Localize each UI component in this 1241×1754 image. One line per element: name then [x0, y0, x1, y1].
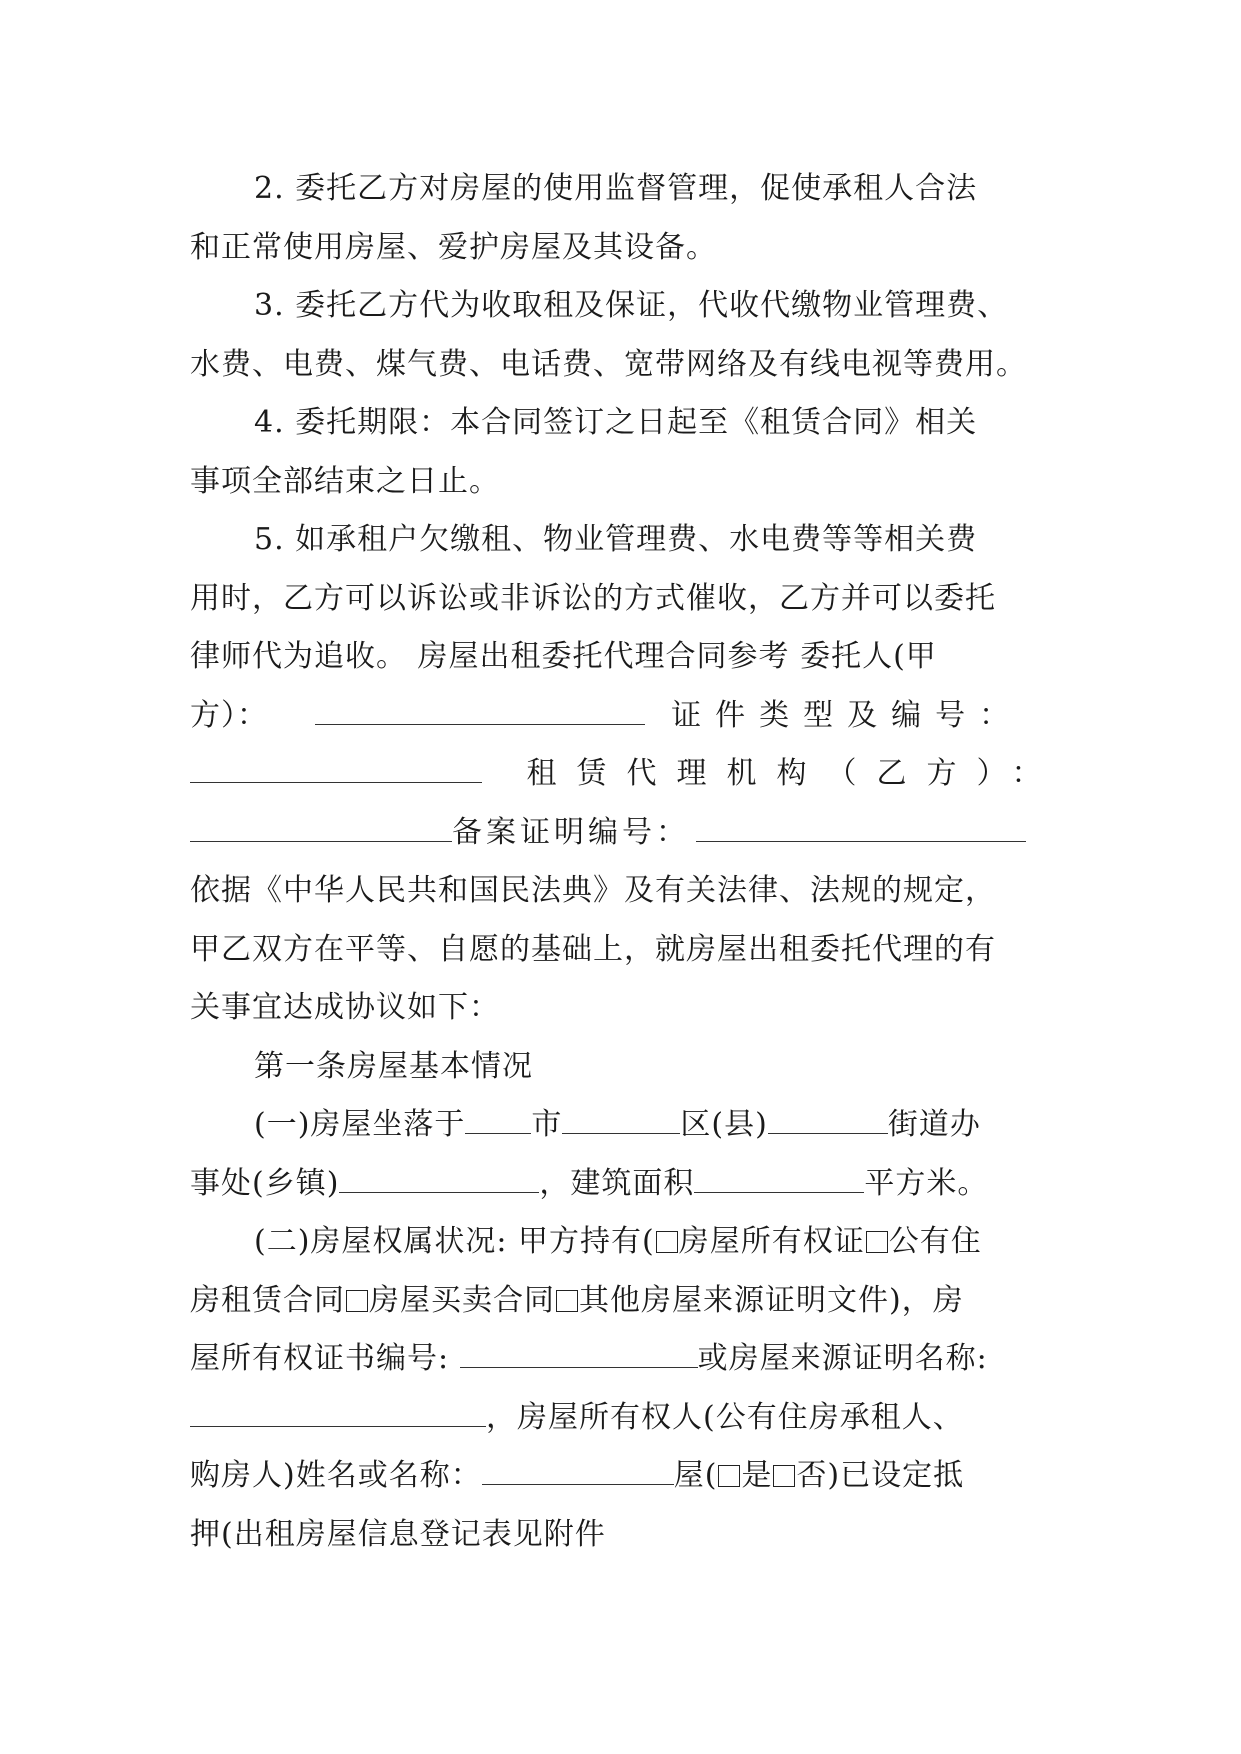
item-2-line-2: 和正常使用房屋、爱护房屋及其设备。	[190, 229, 717, 265]
source-name-label: 或房屋来源证明名称:	[697, 1341, 988, 1376]
party-a-line	[190, 687, 1055, 746]
city-label: 市	[531, 1107, 563, 1142]
area-blank[interactable]	[694, 1162, 864, 1193]
certificate-number-blank[interactable]	[460, 1337, 698, 1368]
street-label: 街道办	[887, 1107, 981, 1142]
location-line-1	[190, 1096, 1055, 1155]
item-5-line-2: 用时，乙方可以诉讼或非诉讼的方式催收，乙方并可以委托	[190, 580, 996, 616]
item-4-line-1: 4. 委托期限：本合同签订之日起至《租赁合同》相关	[254, 405, 978, 440]
party-a-blank[interactable]	[315, 694, 645, 725]
purchase-contract-label: 房屋买卖合同	[369, 1282, 555, 1318]
mortgage-no-label: 否)已设定抵	[796, 1458, 965, 1493]
district-blank[interactable]	[562, 1103, 680, 1134]
mortgage-label: 屋(	[673, 1458, 718, 1493]
street-blank[interactable]	[768, 1103, 888, 1134]
mortgage-yes-label: 是	[741, 1458, 773, 1493]
article-1-title: 第一条房屋基本情况	[254, 1048, 533, 1084]
source-name-blank[interactable]	[190, 1396, 486, 1427]
location-line-2	[190, 1155, 1055, 1214]
public-housing-label: 公有住	[888, 1224, 982, 1259]
checkbox-mortgage-yes[interactable]	[718, 1465, 740, 1487]
location-prefix: (一)房屋坐落于	[254, 1107, 466, 1142]
district-label: 区(县)	[680, 1107, 768, 1142]
preamble-line-1: 依据《中华人民共和国民法典》及有关法律、法规的规定，	[190, 873, 996, 908]
owner-name-label: 购房人)姓名或名称：	[190, 1458, 482, 1493]
item-2-line-1: 2. 委托乙方对房屋的使用监督管理，促使承租人合法	[254, 171, 978, 206]
area-label: ，建筑面积	[539, 1165, 695, 1201]
ownership-line-5	[190, 1447, 1055, 1506]
checkbox-other-source[interactable]	[556, 1290, 578, 1312]
public-housing-label-cont: 房租赁合同	[190, 1282, 345, 1318]
ownership-prefix: (二)房屋权属状况: 甲方持有(	[254, 1224, 655, 1259]
town-label: 事处(乡镇)	[190, 1165, 340, 1201]
ownership-line-4	[190, 1389, 1055, 1448]
id-type-label: 证件类型及编号：	[671, 697, 1024, 733]
item-4-line-2: 事项全部结束之日止。	[190, 463, 500, 499]
town-blank[interactable]	[339, 1162, 539, 1193]
ownership-line-6: 押(出租房屋信息登记表见附件	[190, 1516, 606, 1552]
item-5-line-3: 律师代为追收。 房屋出租委托代理合同参考 委托人(甲	[190, 639, 937, 674]
ownership-line-1	[190, 1213, 1055, 1272]
agency-line	[190, 745, 1062, 804]
record-label: 备案证明编号：	[452, 814, 690, 850]
checkbox-ownership-certificate[interactable]	[656, 1231, 678, 1253]
checkbox-mortgage-no[interactable]	[773, 1465, 795, 1487]
record-line	[190, 804, 1055, 863]
preamble-line-2: 甲乙双方在平等、自愿的基础上，就房屋出租委托代理的有	[190, 931, 996, 967]
preamble-line-3: 关事宜达成协议如下：	[190, 990, 500, 1025]
ownership-certificate-label: 房屋所有权证	[678, 1224, 865, 1259]
owner-label: ，房屋所有权人(公有住房承租人、	[486, 1399, 964, 1435]
item-5-line-1: 5. 如承租户欠缴租、物业管理费、水电费等等相关费	[254, 522, 978, 557]
ownership-line-3	[190, 1330, 1055, 1389]
agency-label: 租赁代理机构（乙方）：	[526, 756, 1062, 791]
checkbox-public-housing[interactable]	[866, 1231, 888, 1253]
id-number-blank[interactable]	[190, 752, 482, 783]
area-unit: 平方米。	[864, 1165, 989, 1201]
contract-text	[190, 160, 1062, 1564]
checkbox-purchase-contract[interactable]	[346, 1290, 368, 1312]
city-blank[interactable]	[465, 1103, 531, 1134]
record-number-blank[interactable]	[696, 811, 1026, 842]
owner-name-blank[interactable]	[482, 1454, 674, 1485]
certificate-number-label: 屋所有权证书编号:	[190, 1341, 460, 1376]
agency-blank[interactable]	[190, 811, 452, 842]
other-source-label: 其他房屋来源证明文件)，房	[579, 1282, 964, 1318]
item-3-line-1: 3. 委托乙方代为收取租及保证，代收代缴物业管理费、	[254, 288, 1009, 323]
ownership-line-2	[190, 1272, 1055, 1331]
item-3-line-2: 水费、电费、煤气费、电话费、宽带网络及有线电视等费用。	[190, 346, 1027, 382]
party-a-label: 方）：	[190, 697, 268, 733]
